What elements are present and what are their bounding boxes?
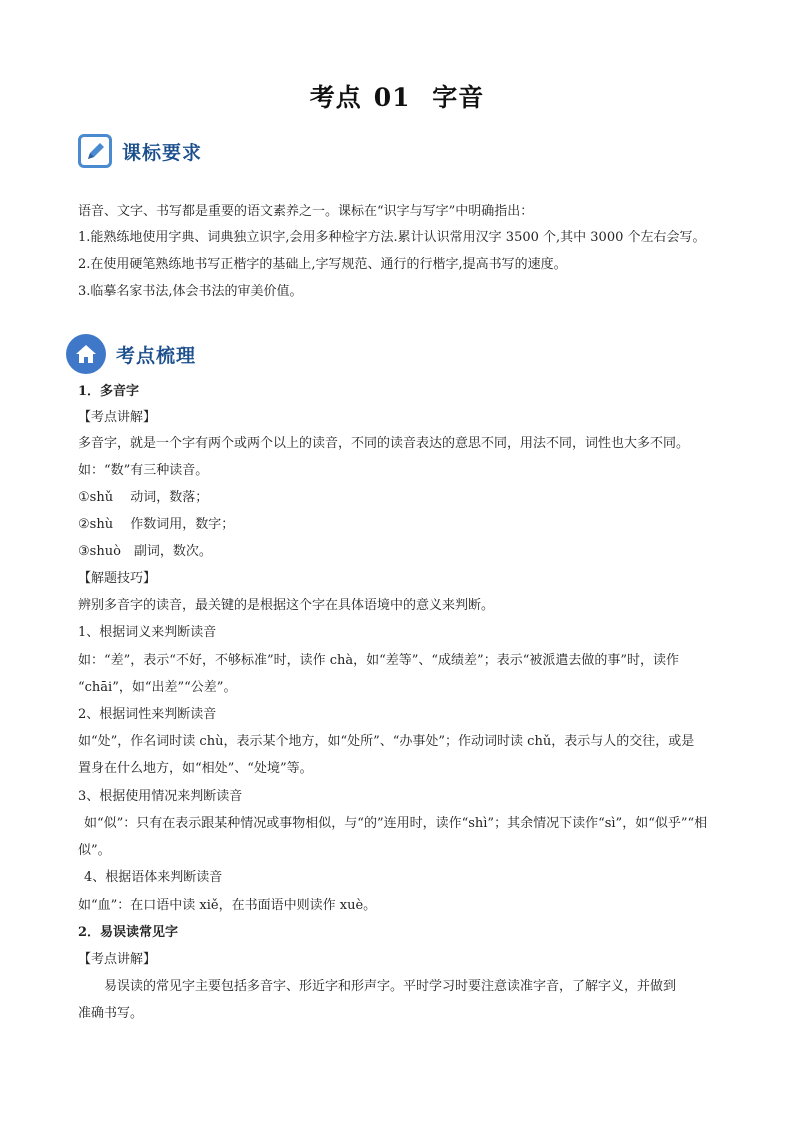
method-3: 3、根据使用情况来判断读音 — [78, 789, 243, 804]
req-line-0: 语音、文字、书写都是重要的语文素养之一。课标在“识字与写字”中明确指出： — [78, 204, 534, 219]
reading-1: ①shǔ 动词，数落； — [78, 490, 209, 505]
reading-3: ③shuò 副词，数次。 — [78, 544, 212, 559]
para-polyphonic-def: 多音字，就是一个字有两个或两个以上的读音，不同的读音表达的意思不同，用法不同，词性也大多不同。 — [78, 436, 690, 451]
para-misread-b: 准确书写。 — [78, 1006, 144, 1021]
para-xue: 如“血”：在口语中读 xiě，在书面语中则读作 xuè。 — [78, 898, 377, 913]
para-shu-example: 如：“数”有三种读音。 — [78, 463, 209, 478]
req-line-1: 1.能熟练地使用字典、词典独立识字,会用多种检字方法.累计认识常用汉字 3500 个,其中 3000 个左右会写。 — [78, 230, 706, 245]
section-review-label: 考点梳理 — [116, 344, 197, 367]
title-number: 01 — [373, 83, 411, 112]
para-misread-a: 易误读的常见字主要包括多音字、形近字和形声字。平时学习时要注意读准字音，了解字义，并做到 — [104, 979, 677, 994]
home-icon — [66, 334, 106, 374]
title-name: 字音 — [432, 83, 485, 112]
para-judge: 辨别多音字的读音，最关键的是根据这个字在具体语境中的意义来判断。 — [78, 598, 495, 613]
para-cha-a: 如：“差”，表示“不好，不够标准”时，读作 chà，如“差等”、“成绩差”；表示“被派遣去做的事”时，读作 — [78, 653, 679, 668]
section-requirements-header — [78, 134, 202, 168]
section-requirements-label: 课标要求 — [122, 141, 203, 164]
label-kaodian-1: 【考点讲解】 — [78, 410, 157, 425]
section-review-header — [66, 334, 196, 374]
title-prefix: 考点 — [309, 83, 362, 112]
para-chu-a: 如“处”，作名词时读 chù，表示某个地方，如“处所”、“办事处”；作动词时读 chǔ，表示与人的交往，或是 — [78, 734, 695, 749]
para-chu-b: 置身在什么地方，如“相处”、“处境”等。 — [78, 761, 313, 776]
para-si-a: 如“似”：只有在表示跟某种情况或事物相似，与“的”连用时，读作“shì”；其余情况下读作“sì”，如“似乎”“相 — [84, 816, 708, 831]
label-kaodian-2: 【考点讲解】 — [78, 952, 157, 967]
heading-misread: 2．易误读常见字 — [78, 925, 179, 940]
heading-polyphonic: 1．多音字 — [78, 384, 140, 399]
method-4: 4、根据语体来判断读音 — [84, 870, 223, 885]
label-jieti: 【解题技巧】 — [78, 571, 157, 586]
page-title — [0, 78, 794, 114]
req-line-3: 3.临摹名家书法,体会书法的审美价值。 — [78, 284, 303, 299]
req-line-2: 2.在使用硬笔熟练地书写正楷字的基础上,字写规范、通行的行楷字,提高书写的速度。 — [78, 257, 567, 272]
para-si-b: 似”。 — [78, 843, 111, 858]
method-1: 1、根据词义来判断读音 — [78, 625, 217, 640]
method-2: 2、根据词性来判断读音 — [78, 707, 217, 722]
reading-2: ②shù 作数词用，数字； — [78, 517, 235, 532]
pencil-edit-icon — [78, 134, 112, 168]
para-cha-b: “chāi”，如“出差”“公差”。 — [78, 680, 237, 695]
